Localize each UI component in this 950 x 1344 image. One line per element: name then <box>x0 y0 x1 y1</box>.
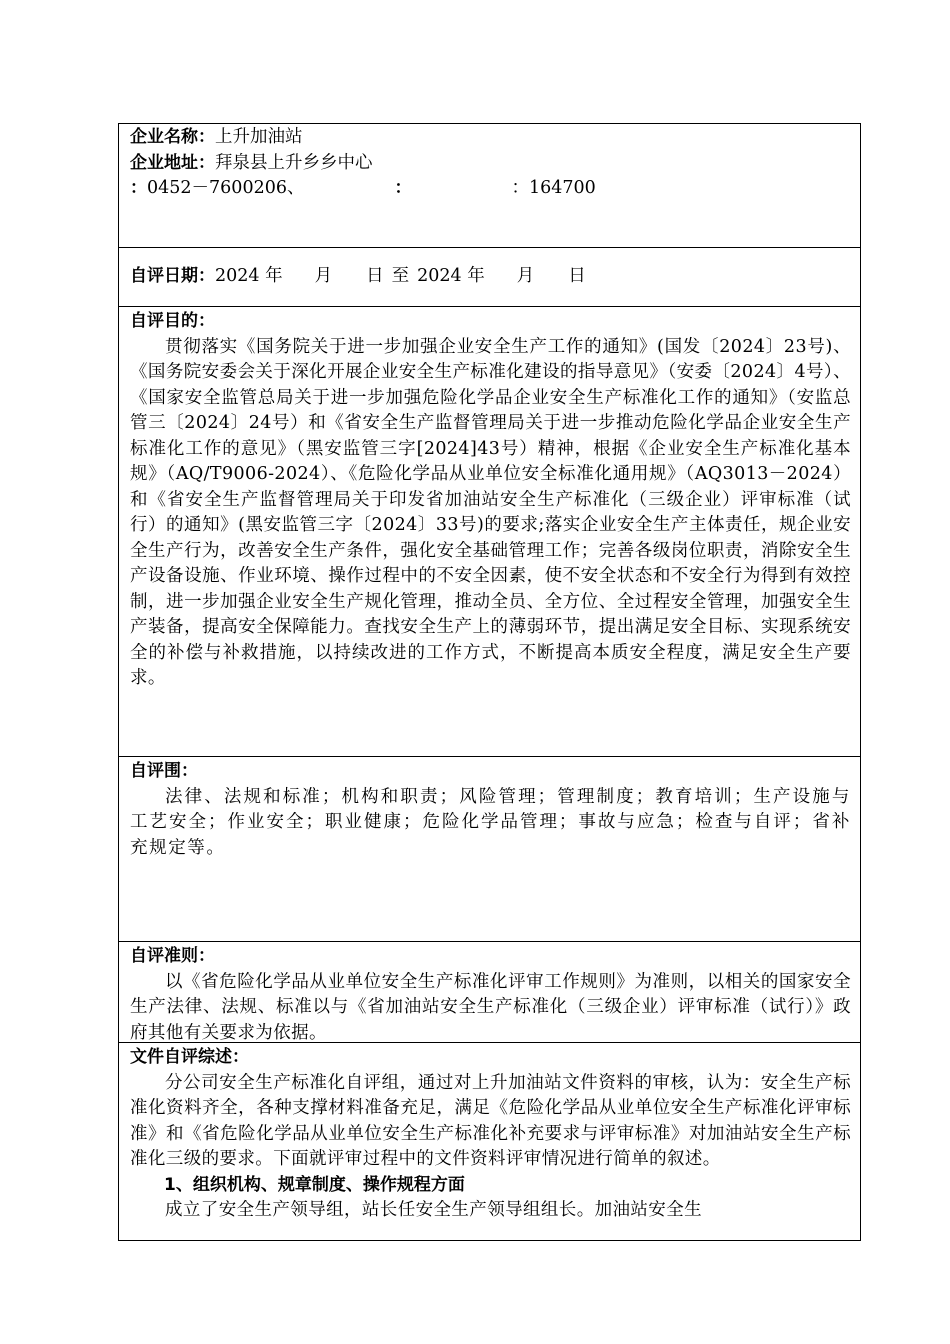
criteria-cell <box>119 942 860 1043</box>
section-1-text: 成立了安全生产领导组，站长任安全生产领导组组长。加油站安全生 <box>165 1200 702 1220</box>
purpose-cell <box>119 307 860 757</box>
postcode-value: 164700 <box>528 178 596 198</box>
company-name-label: 企业名称： <box>130 127 215 147</box>
date-from-year: 2024 年 <box>215 266 283 286</box>
summary-text: 分公司安全生产标准化自评组，通过对上升加油站文件资料的审核，认为：安全生产标准化资料齐全，各种支撑材料准备充足，满足《危险化学品从业单位安全生产标准化评审标准》和《省危险化学品从业单位安全生产标准化补充要求与评审标准》对加油站安全生产标准化三级的要求。下面就评审过程中的文件资料评审情况进行简单的叙述。 <box>130 1072 851 1169</box>
purpose-text: 贯彻落实《国务院关于进一步加强企业安全生产工作的通知》(国发〔2024〕23号)、《国务院安委会关于深化开展企业安全生产标准化建设的指导意见》（安委〔2024〕4号）、《国家安全监管总局关于进一步加强危险化学品企业安全生产标准化工作的通知》（安监总管三〔2024〕24号）和《省安全生产监督管理局关于进一步推动危险化学品企业安全生产标准化工作的意见》（黑安监管三字[2024]43号）精神，根据《企业安全生产标准化基本规》（AQ/T9006-2024）、《危险化学品从业单位安全标准化通用规》（AQ3013－2024）和《省安全生产监督管理局关于印发省加油站安全生产标准化（三级企业）评审标准（试行）的通知》(黑安监管三字〔2024〕33号)的要求;落实企业安全生产主体责任，规企业安全生产行为，改善安全生产条件，强化安全基础管理工作；完善各级岗位职责，消除安全生产设备设施、作业环境、操作过程中的不安全因素，使不安全状态和不安全行为得到有效控制，进一步加强企业安全生产规化管理，推动全员、全方位、全过程安全管理，加强安全生产装备，提高安全保障能力。查找安全生产上的薄弱环节，提出满足安全目标、实现系统安全的补偿与补救措施，以持续改进的工作方式，不断提高本质安全程度，满足安全生产要求。 <box>130 336 851 688</box>
phone-label: ： <box>130 178 147 198</box>
date-cell <box>119 248 860 307</box>
company-contact-row <box>130 176 851 202</box>
company-info-cell <box>119 124 860 248</box>
date-to: 至 <box>391 266 410 286</box>
company-address-label: 企业地址： <box>130 152 215 173</box>
date-month-2: 月 <box>516 266 535 286</box>
company-name-value: 上升加油站 <box>215 127 303 147</box>
date-row <box>130 264 851 290</box>
date-day-2: 日 <box>568 266 586 286</box>
date-to-year: 2024 年 <box>417 266 485 286</box>
company-address-row <box>130 151 851 177</box>
summary-label: 文件自评综述： <box>130 1047 249 1067</box>
criteria-text: 以《省危险化学品从业单位安全生产标准化评审工作规则》为准则，以相关的国家安全生产法律、法规、标准以与《省加油站安全生产标准化（三级企业）评审标准（试行）》政府其他有关要求为依据。 <box>130 971 851 1043</box>
scope-label: 自评围： <box>130 761 198 781</box>
date-label: 自评日期： <box>130 266 215 286</box>
fax-label: ： <box>394 178 412 198</box>
criteria-label: 自评准则： <box>130 946 215 966</box>
company-name-row <box>130 125 851 151</box>
date-day-1: 日 <box>366 266 384 286</box>
scope-cell <box>119 757 860 942</box>
company-address-value: 拜泉县上升乡乡中心 <box>215 152 373 173</box>
date-month-1: 月 <box>314 266 333 286</box>
summary-cell <box>119 1043 860 1241</box>
self-evaluation-form <box>118 123 861 1241</box>
purpose-label: 自评目的： <box>130 311 215 331</box>
section-1-title: 1、组织机构、规章制度、操作规程方面 <box>164 1174 465 1195</box>
phone-value: 0452－7600206、 <box>147 178 305 198</box>
scope-text: 法律、法规和标准；机构和职责；风险管理；管理制度；教育培训；生产设施与工艺安全；作业安全；职业健康；危险化学品管理；事故与应急；检查与自评；省补充规定等。 <box>130 786 851 858</box>
postcode-label: ： <box>511 178 529 198</box>
